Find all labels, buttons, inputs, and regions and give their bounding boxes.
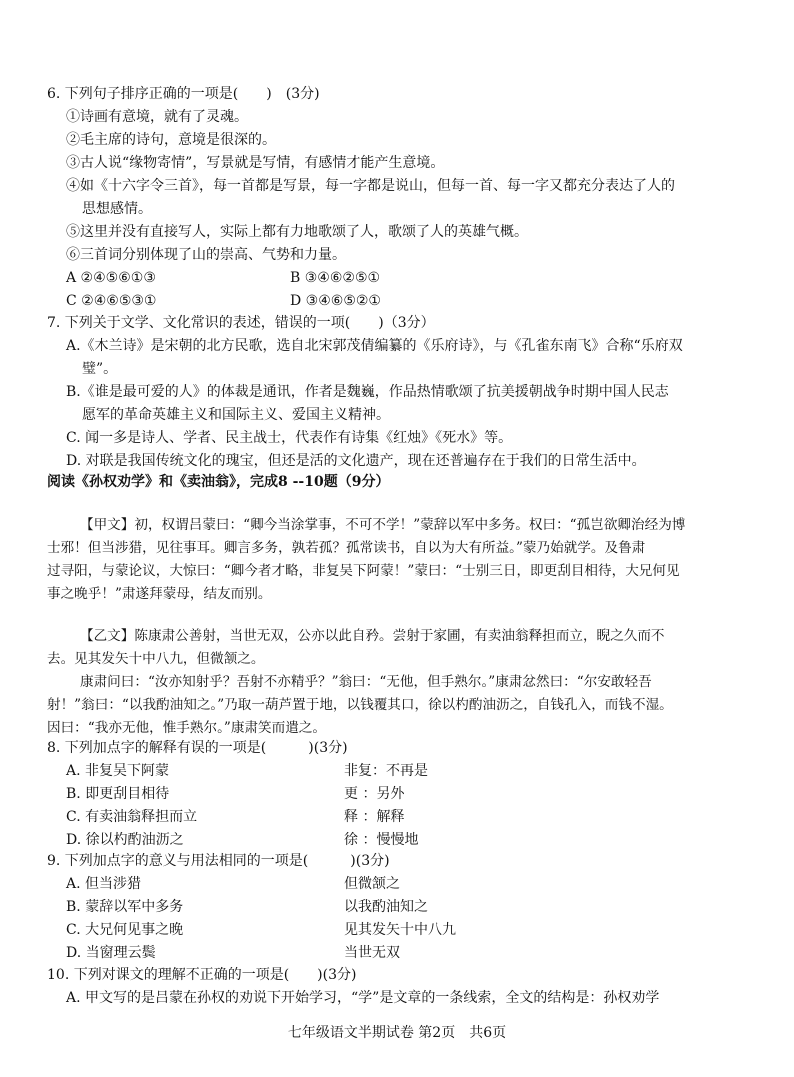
passage-jia-line-3: 过寻阳，与蒙论议，大惊曰：“卿今者才略，非复吴下阿蒙！”蒙曰：“士别三日，即更刮目相待，大兄何见 (47, 563, 680, 579)
q8-option-a-gloss: 非复：不再是 (344, 763, 428, 779)
q9-option-d-right: 当世无双 (344, 945, 400, 961)
q6-option-d: D ③④⑥⑤②① (290, 293, 381, 309)
q6-sentence-4-cont: 思想感情。 (82, 201, 152, 217)
q9-option-a-left: A. 但当涉猎 (66, 876, 142, 892)
q6-stem: 6. 下列句子排序正确的一项是( ) (3分) (47, 86, 320, 102)
q9-option-b (66, 897, 428, 917)
q8-stem: 8. 下列加点字的解释有误的一项是( )(3分) (47, 740, 348, 756)
q6-sentence-5: ⑤这里并没有直接写人，实际上都有力地歌颂了人，歌颂了人的英雄气概。 (66, 224, 528, 240)
q7-option-a: A.《木兰诗》是宋朝的北方民歌，选自北宋郭茂倩编纂的《乐府诗》，与《孔雀东南飞》合称“乐府双 (66, 338, 683, 354)
q8-option-c-phrase: C. 有卖油翁释担而立 (66, 809, 198, 825)
q6-sentence-1: ①诗画有意境，就有了灵魂。 (66, 109, 248, 125)
q7-option-d: D. 对联是我国传统文化的瑰宝，但还是活的文化遗产，现在还普遍存在于我们的日常生活中。 (66, 453, 646, 469)
q9-option-c-left: C. 大兄何见事之晚 (66, 922, 184, 938)
passage-jia-line-4: 事之晚乎！”肃遂拜蒙母，结友而别。 (47, 586, 272, 602)
page-footer: 七年级语文半期试卷 第2页 共6页 (287, 1025, 507, 1041)
q6-sentence-6: ⑥三首词分别体现了山的崇高、气势和力量。 (66, 247, 346, 263)
q9-option-a-right: 但微颔之 (344, 876, 400, 892)
passage-yi-line-4: 射！”翁曰：“以我酌油知之。”乃取一葫芦置于地，以钱覆其口，徐以杓酌油沥之，自钱孔入，而钱不湿。 (47, 697, 673, 713)
q7-option-b: B.《谁是最可爱的人》的体裁是通讯，作者是魏巍，作品热情歌颂了抗美援朝战争时期中国人民志 (66, 384, 669, 400)
q8-option-c (66, 807, 405, 827)
q8-option-d-gloss: 徐 ：慢慢地 (344, 832, 419, 848)
q8-option-b-phrase: B. 即更刮目相待 (66, 786, 170, 802)
q8-option-a-phrase: A. 非复吴下阿蒙 (66, 763, 170, 779)
q9-option-c (66, 920, 456, 940)
q7-option-c: C. 闻一多是诗人、学者、民主战士，代表作有诗集《红烛》《死水》等。 (66, 430, 513, 446)
q9-option-d-left: D. 当窗理云鬓 (66, 945, 156, 961)
q8-option-b (66, 784, 405, 804)
q8-option-d-phrase: D. 徐以杓酌油沥之 (66, 832, 184, 848)
q6-sentence-4: ④如《十六字令三首》，每一首都是写景，每一字都是说山，但每一首、每一字又都充分表达了人的 (66, 178, 675, 194)
q8-option-c-gloss: 释 ：解释 (344, 809, 405, 825)
q7-option-b-cont: 愿军的革命英雄主义和国际主义、爱国主义精神。 (82, 407, 390, 423)
q9-option-b-left: B. 蒙辞以军中多务 (66, 899, 184, 915)
reading-heading: 阅读《孙权劝学》和《卖油翁》，完成8 --10题（9分） (47, 474, 390, 490)
passage-yi-line-3: 康肃问曰：“汝亦知射乎？吾射不亦精乎？”翁曰：“无他，但手熟尔。”康肃忿然曰：“尔安敢轻吾 (80, 674, 652, 690)
q9-option-b-right: 以我酌油知之 (344, 899, 428, 915)
q8-option-d (66, 830, 419, 850)
q6-sentence-2: ②毛主席的诗句，意境是很深的。 (66, 132, 276, 148)
passage-jia-line-1: 【甲文】初，权谓吕蒙曰：“卿今当涂掌事，不可不学！”蒙辞以军中多务。权曰：“孤岂欲卿治经为博 (80, 517, 686, 533)
passage-jia-line-2: 士邪！但当涉猎，见往事耳。卿言多务，孰若孤？孤常读书，自以为大有所益。”蒙乃始就学。及鲁肃 (47, 540, 646, 556)
q8-option-b-gloss: 更 ：另外 (344, 786, 405, 802)
passage-yi-line-5: 因曰：“我亦无他，惟手熟尔。”康肃笑而遣之。 (47, 720, 326, 736)
q9-option-a (66, 874, 400, 894)
passage-yi-line-2: 去。见其发矢十中八九，但微颔之。 (47, 651, 265, 667)
q9-option-d (66, 943, 400, 963)
q9-stem: 9. 下列加点字的意义与用法相同的一项是( )(3分) (47, 853, 390, 869)
q6-option-a: A ②④⑤⑥①③ (66, 270, 156, 286)
q8-option-a (66, 761, 428, 781)
q6-option-c: C ②④⑥⑤③① (66, 293, 157, 309)
q10-stem: 10. 下列对课文的理解不正确的一项是( )(3分) (47, 967, 357, 983)
q7-stem: 7. 下列关于文学、文化常识的表述，错误的一项( )（3分） (47, 315, 435, 331)
q7-option-a-cont: 璧”。 (82, 361, 118, 377)
q6-option-b: B ③④⑥②⑤① (290, 270, 381, 286)
q9-option-c-right: 见其发矢十中八九 (344, 922, 456, 938)
q10-option-a: A. 甲文写的是吕蒙在孙权的劝说下开始学习，“学”是文章的一条线索，全文的结构是：孙权劝学 (66, 990, 660, 1006)
passage-yi-line-1: 【乙文】陈康肃公善射，当世无双，公亦以此自矜。尝射于家圃，有卖油翁释担而立，睨之久而不 (80, 628, 665, 644)
q6-sentence-3: ③古人说“缘物寄情”，写景就是写情，有感情才能产生意境。 (66, 155, 445, 171)
